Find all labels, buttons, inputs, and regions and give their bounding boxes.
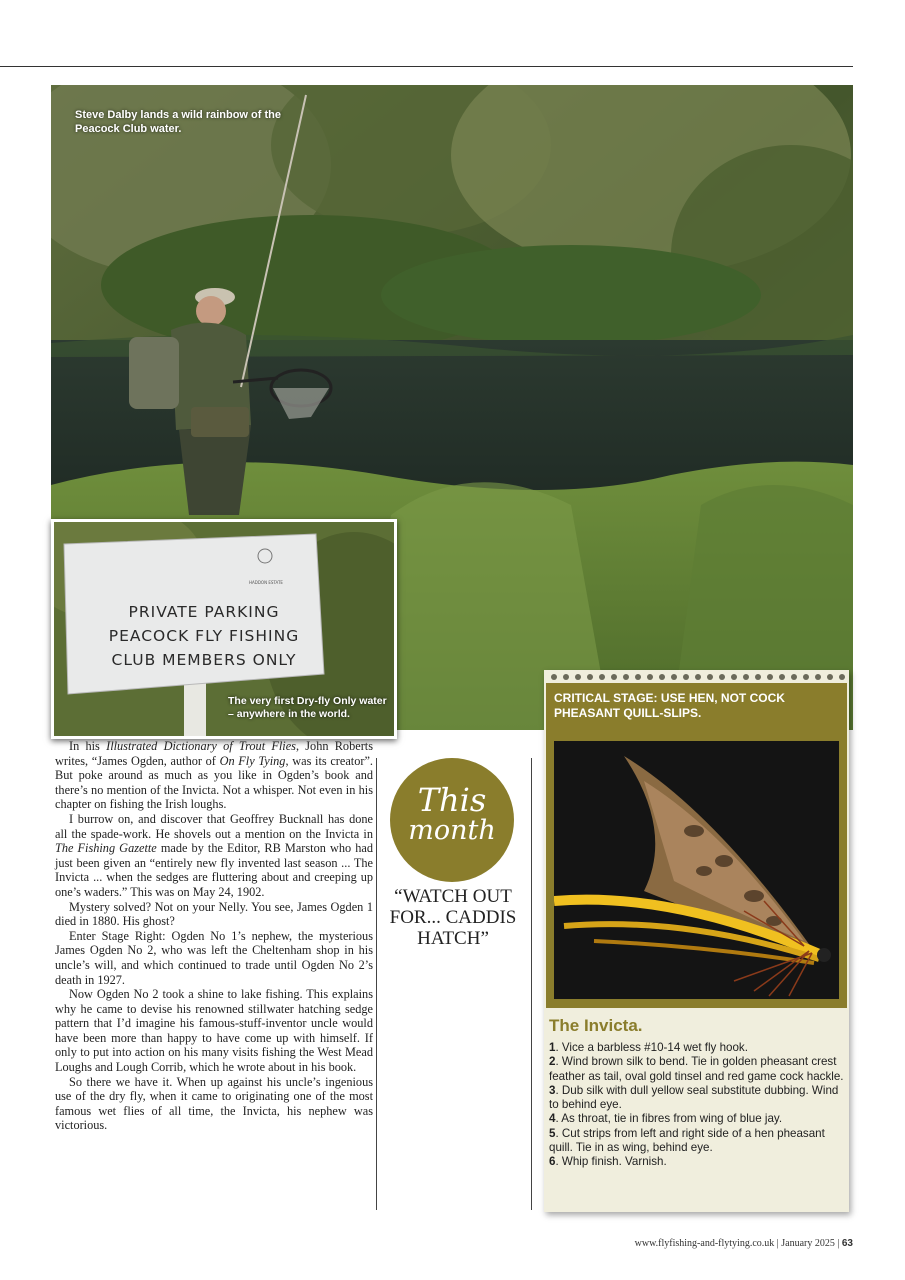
paragraph-4: Enter Stage Right: Ogden No 1’s nephew, the mysterious James Ogden No 2, who was left the Cheltenham shop in his uncle’s will, and which continued to trade until Ogden No 2’s death in 1927. bbox=[55, 928, 373, 987]
paragraph-2: I burrow on, and discover that Geoffrey Bucknall has done all the spade-work. He shovels out a mention on the Invicta in The Fishing Gazette made by the Editor, RB Marston who had just been given an “entirely new fly invented last season ... The Invicta ... when the sedges are fluttering about and creeping up one’s waders.” This was on May 24, 1902. bbox=[55, 811, 373, 899]
recipe-step: 1. Vice a barbless #10-14 wet fly hook. bbox=[549, 1041, 748, 1054]
recipe-card bbox=[544, 670, 849, 1212]
recipe-step: 6. Whip finish. Varnish. bbox=[549, 1155, 667, 1169]
paragraph-3: Mystery solved? Not on your Nelly. You see, James Ogden 1 died in 1880. His ghost? bbox=[55, 899, 373, 929]
hero-caption: Steve Dalby lands a wild rainbow of the Peacock Club water. bbox=[75, 109, 281, 135]
inset-photo bbox=[51, 519, 397, 739]
recipe-step: 2. Wind brown silk to bend. Tie in golden pheasant crest feather as tail, oval gold tinsel and red game cock hackle. bbox=[549, 1055, 844, 1083]
recipe-title: The Invicta. bbox=[549, 1016, 643, 1035]
top-rule bbox=[0, 66, 853, 67]
recipe-step: 3. Dub silk with dull yellow seal substitute dubbing. Wind to behind eye. bbox=[549, 1083, 839, 1112]
invicta-fly-photo bbox=[554, 741, 839, 999]
sign-estate: HADDON ESTATE bbox=[249, 580, 283, 585]
critical-stage-panel bbox=[546, 683, 847, 1008]
sign-line-3: CLUB MEMBERS ONLY bbox=[111, 651, 297, 669]
sign-line-2: PEACOCK FLY FISHING bbox=[108, 627, 300, 645]
footer-text: www.flyfishing-and-flytying.co.uk | January 2025 | bbox=[634, 1238, 842, 1249]
this-month-line2: month bbox=[408, 815, 496, 846]
this-month-line1: This bbox=[417, 781, 487, 819]
page-number: 63 bbox=[841, 1238, 853, 1249]
article-body bbox=[55, 739, 373, 1133]
sign-line-1: PRIVATE PARKING bbox=[128, 603, 280, 621]
paragraph-5: Now Ogden No 2 took a shine to lake fishing. This explains why he came to devise his renowned stillwater hatching sedge pattern that I’d imagine his famous-stuff-inventor uncle would have been more than happy to have come up with himself. If only to put into action on his many visits fishing the West Mead Loughs and Lough Corrib, which he wrote about in his book. bbox=[55, 987, 373, 1075]
column-divider-left bbox=[376, 758, 377, 1210]
recipe-step: 5. Cut strips from left and right side of a hen pheasant quill. Tie in as wing, behind eye. bbox=[549, 1126, 825, 1155]
critical-stage-text: CRITICAL STAGE: USE HEN, NOT COCK PHEASANT QUILL-SLIPS. bbox=[554, 691, 785, 720]
inset-caption: The very first Dry-fly Only water – anywhere in the world. bbox=[228, 695, 387, 720]
this-month-badge bbox=[390, 758, 514, 882]
pull-quote: “WATCH OUT FOR... CADDIS HATCH” bbox=[389, 886, 517, 949]
recipe-steps bbox=[549, 1041, 845, 1170]
notepad-holes bbox=[544, 670, 849, 684]
page-footer bbox=[635, 1238, 853, 1249]
column-divider-right bbox=[531, 758, 532, 1210]
paragraph-1: In his Illustrated Dictionary of Trout Flies, John Roberts writes, “James Ogden, author of On Fly Tying, was its creator”. But poke around as much as you like in Ogden’s book and there’s no mention of the Invicta. Not a whisper. Not even in his chapter on fishing the Irish loughs. bbox=[55, 739, 373, 812]
recipe-step: 4. As throat, tie in fibres from wing of blue jay. bbox=[549, 1112, 783, 1126]
paragraph-6: So there we have it. When up against his uncle’s ingenious use of the dry fly, when it came to originating one of the most famous wet flies of all time, the Invicta, his nephew was victorious. bbox=[55, 1074, 373, 1133]
